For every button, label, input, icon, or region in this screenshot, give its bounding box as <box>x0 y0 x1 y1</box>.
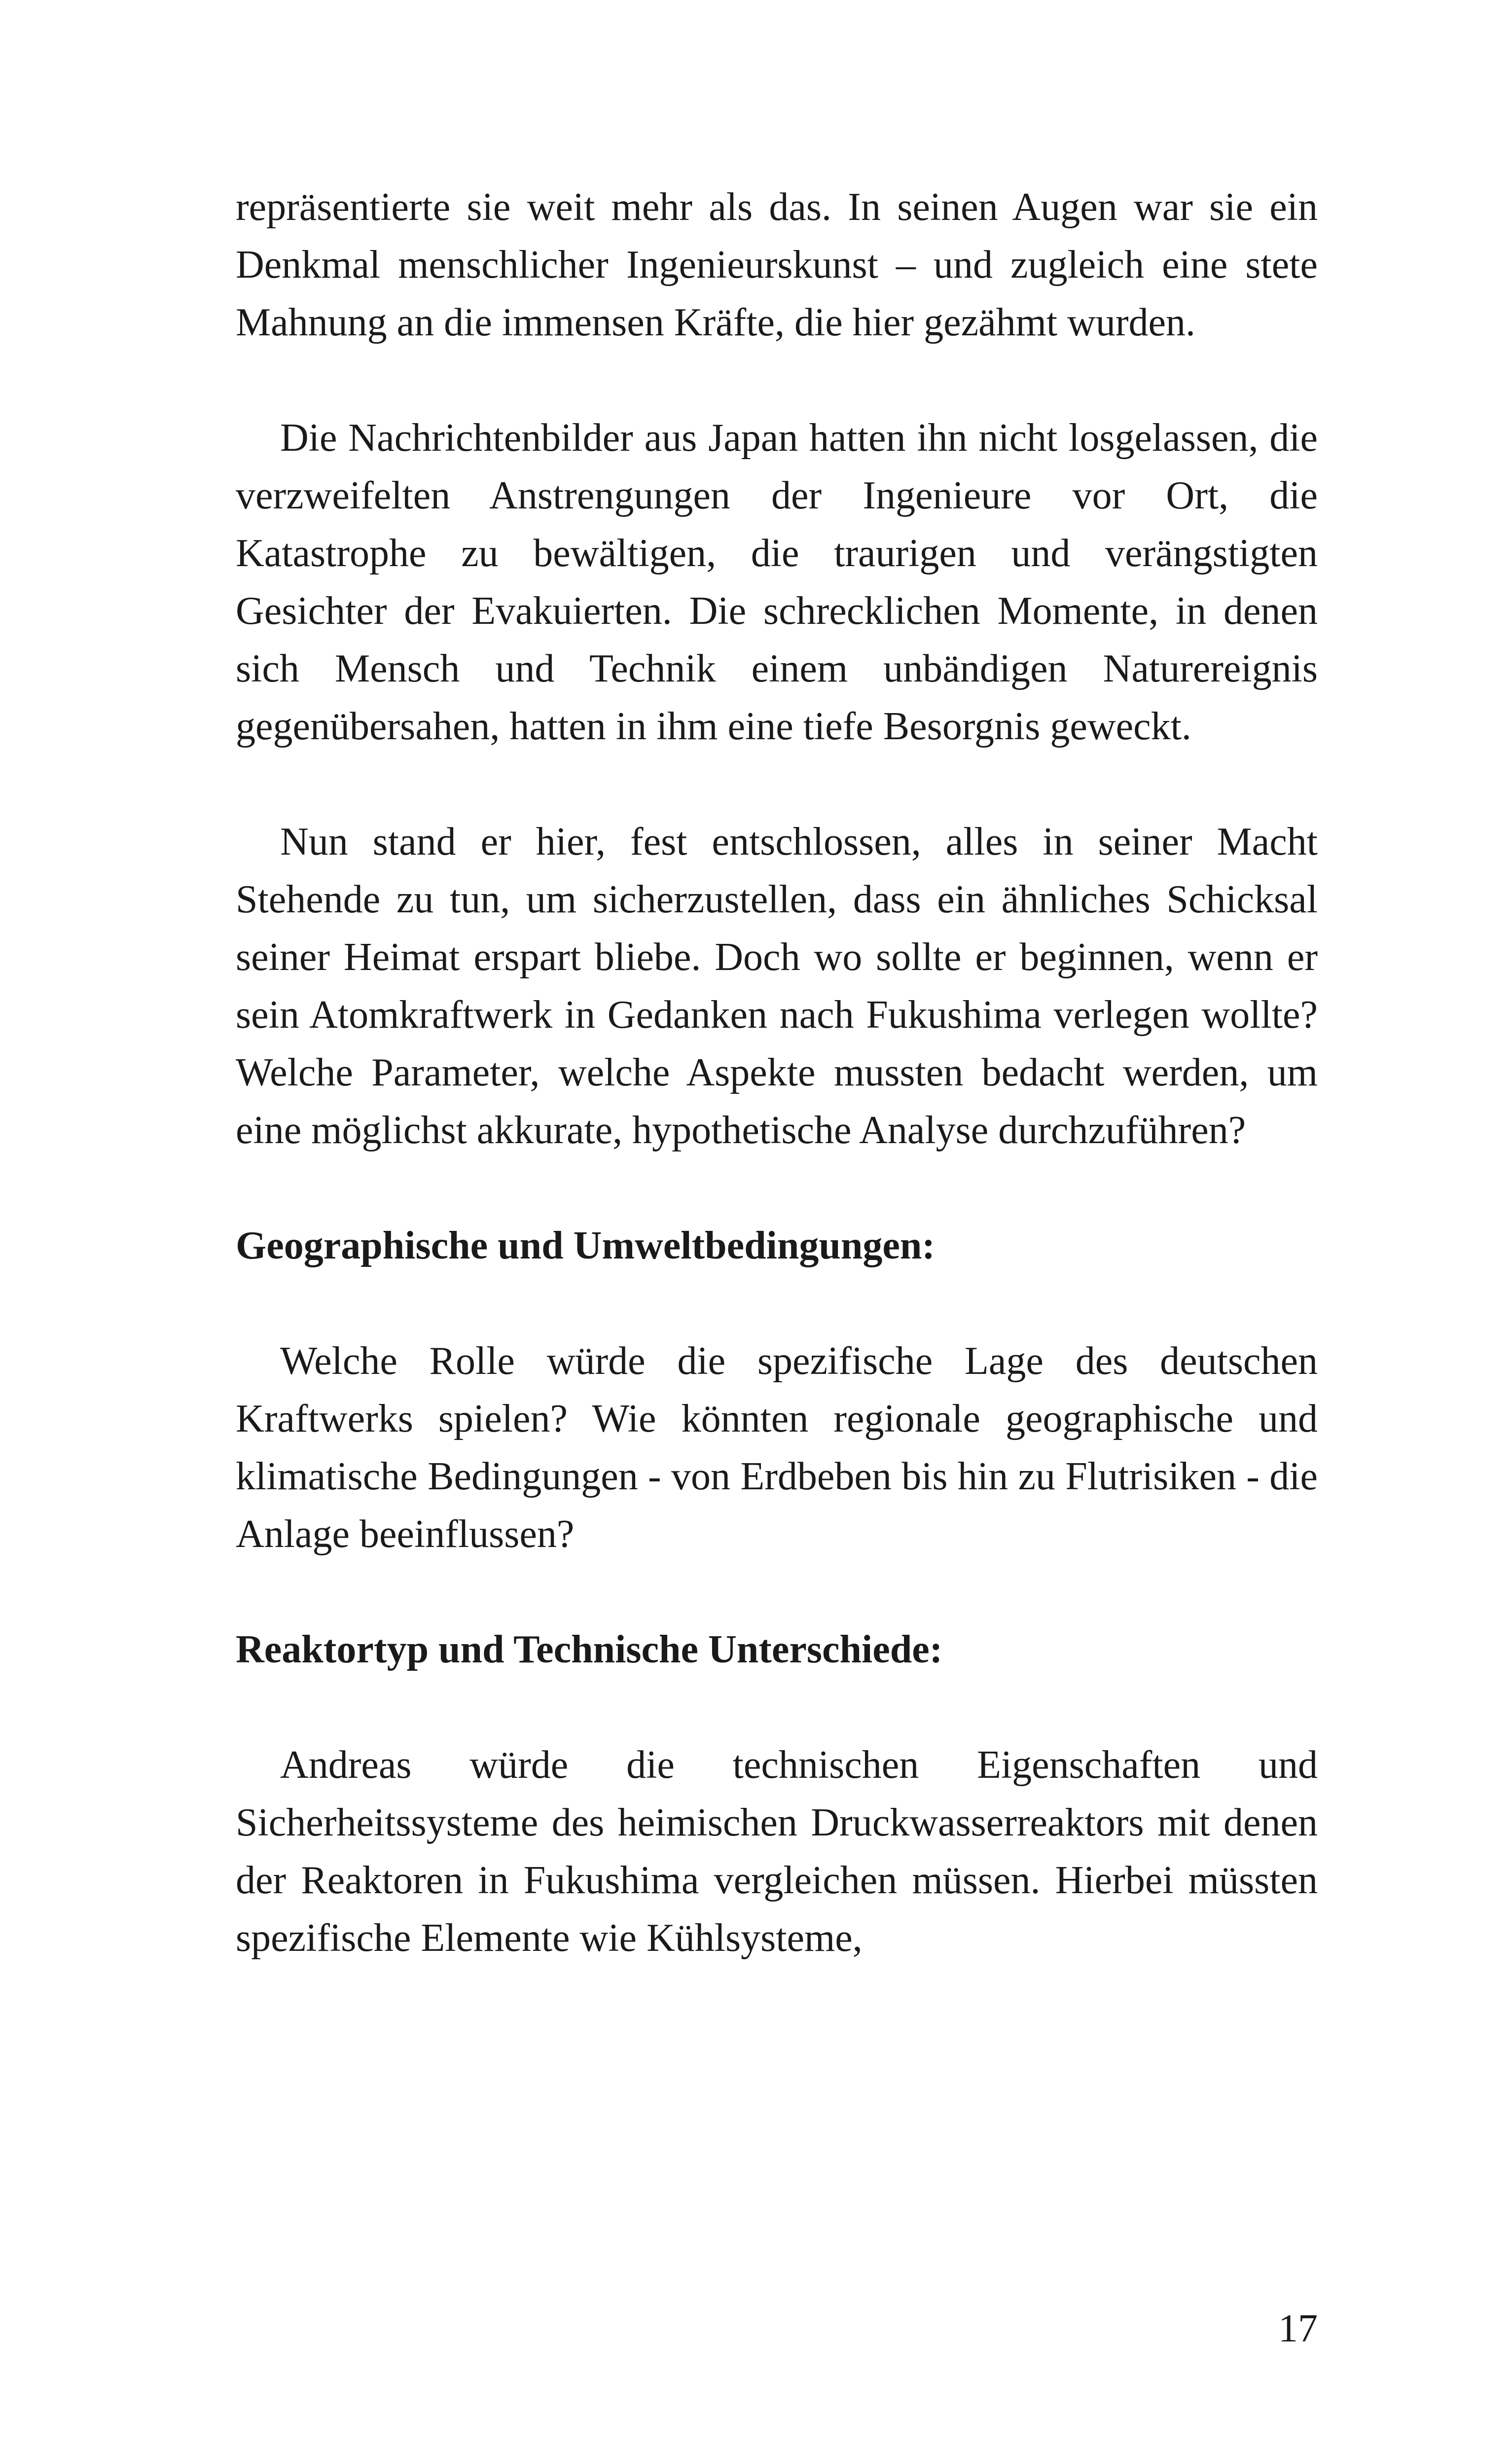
section-heading-reactor: Reaktortyp und Technische Unterschiede: <box>236 1628 943 1671</box>
paragraph-continued: repräsentierte sie weit mehr als das. In seinen Augen war sie ein Denkmal menschlicher Ingenieurskunst – und zugleich eine stete Mahnung an die immensen Kräfte, die hier gezähmt wurden. <box>236 185 1318 344</box>
paragraph-geography: Welche Rolle würde die spezifische Lage des deutschen Kraftwerks spielen? Wie könnten regionale geographische und klimatische Bedingungen - von Erdbeben bis hin zu Flutrisiken - die Anlage beeinflussen? <box>236 1339 1318 1556</box>
page-body <box>236 179 1318 1967</box>
paragraph-now-here: Nun stand er hier, fest entschlossen, alles in seiner Macht Stehende zu tun, um sicherzustellen, dass ein ähnliches Schicksal seiner Heimat erspart bliebe. Doch wo sollte er beginnen, wenn er sein Atomkraftwerk in Gedanken nach Fukushima verlegen wollte? Welche Parameter, welche Aspekte mussten bedacht werden, um eine möglichst akkurate, hypothetische Analyse durchzuführen? <box>236 820 1318 1152</box>
paragraph-reactor: Andreas würde die technischen Eigenschaften und Sicherheitssysteme des heimischen Druckwasserreaktors mit denen der Reaktoren in Fukushima vergleichen müssen. Hierbei müssten spezifische Elemente wie Kühlsysteme, <box>236 1743 1318 1960</box>
page-number: 17 <box>1278 2307 1318 2350</box>
section-heading-geography: Geographische und Umweltbedingungen: <box>236 1224 935 1267</box>
paragraph-news-images: Die Nachrichtenbilder aus Japan hatten ihn nicht losgelassen, die verzweifelten Anstrengungen der Ingenieure vor Ort, die Katastrophe zu bewältigen, die traurigen und verängstigten Gesichter der Evakuierten. Die schrecklichen Momente, in denen sich Mensch und Technik einem unbändigen Naturereignis gegenübersahen, hatten in ihm eine tiefe Besorgnis geweckt. <box>236 416 1318 748</box>
